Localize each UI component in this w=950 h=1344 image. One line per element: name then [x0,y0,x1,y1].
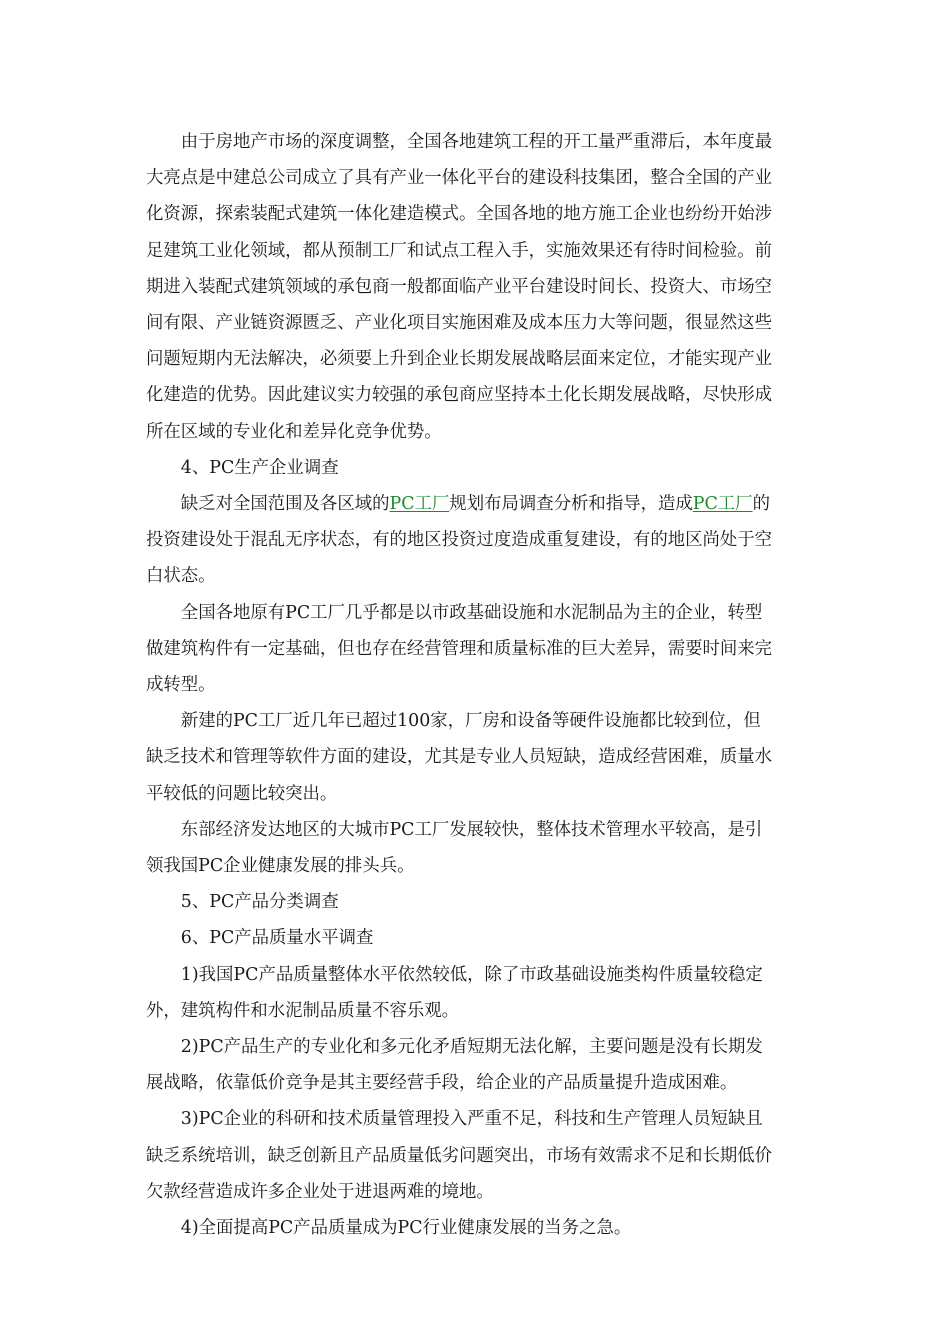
text-line: 全国各地原有PC工厂几乎都是以市政基础设施和水泥制品为主的企业，转型 [180,602,763,623]
text-line: 外，建筑构件和水泥制品质量不容乐观。 [146,1000,460,1021]
text-line: 大亮点是中建总公司成立了具有产业一体化平台的建设科技集团，整合全国的产业 [146,168,773,189]
text-line: 2)PC产品生产的专业化和多元化矛盾短期无法化解，主要问题是没有长期发 [180,1037,763,1058]
text-line: 展战略，依靠低价竞争是其主要经营手段，给企业的产品质量提升造成困难。 [146,1073,738,1094]
section-heading-6: 6、PC产品质量水平调查 [180,928,374,949]
paragraph-quality-4 [146,1210,810,1246]
text-line: 由于房地产市场的深度调整，全国各地建筑工程的开工量严重滞后，本年度最 [180,132,773,152]
text-line: 领我国PC企业健康发展的排头兵。 [146,856,415,877]
text-line: 新建的PC工厂近几年已超过100家，厂房和设备等硬件设施都比较到位，但 [180,711,761,732]
text-fragment: 的 [752,494,770,515]
text-line: 白状态。 [146,566,216,587]
paragraph-eastern-region [146,812,810,884]
section-heading-5: 5、PC产品分类调查 [180,892,339,913]
paragraph-quality-2 [146,1029,810,1101]
pc-factory-link-1[interactable]: PC工厂 [389,494,450,515]
text-line: 3)PC企业的科研和技术质量管理投入严重不足，科技和生产管理人员短缺且 [180,1109,763,1130]
text-line: 欠款经营造成许多企业处于进退两难的境地。 [146,1181,494,1202]
text-line: 投资建设处于混乱无序状态，有的地区投资过度造成重复建设，有的地区尚处于空 [146,530,773,551]
text-line: 化资源，探索装配式建筑一体化建造模式。全国各地的地方施工企业也纷纷开始涉 [146,204,773,225]
text-line: 东部经济发达地区的大城市PC工厂发展较快，整体技术管理水平较高，是引 [180,819,763,840]
text-line: 缺乏技术和管理等软件方面的建设，尤其是专业人员短缺，造成经营困难，质量水 [146,747,773,768]
text-line: 4)全面提高PC产品质量成为PC行业健康发展的当务之急。 [180,1218,632,1239]
text-line: 缺乏系统培训，缺乏创新且产品质量低劣问题突出，市场有效需求不足和长期低价 [146,1145,773,1166]
text-line: 间有限、产业链资源匮乏、产业化项目实施困难及成本压力大等问题，很显然这些 [146,313,773,334]
text-fragment: 规划布局调查分析和指导，造成 [449,494,693,515]
text-line: 问题短期内无法解决，必须要上升到企业长期发展战略层面来定位，才能实现产业 [146,349,773,370]
text-line: 平较低的问题比较突出。 [146,783,338,804]
paragraph-real-estate [146,124,810,450]
section-heading-4: 4、PC生产企业调查 [180,457,339,478]
text-line: 做建筑构件有一定基础，但也存在经营管理和质量标准的巨大差异，需要时间来完 [146,638,773,659]
paragraph-existing-factories [146,595,810,704]
paragraph-quality-1 [146,957,810,1029]
text-line: 期进入装配式建筑领域的承包商一般都面临产业平台建设时间长、投资大、市场空 [146,276,773,297]
paragraph-new-factories [146,703,810,812]
paragraph-quality-3 [146,1101,810,1210]
document-body [146,124,810,1246]
paragraph-pc-factory-layout [146,486,810,595]
text-line: 成转型。 [146,675,216,696]
text-line: 1)我国PC产品质量整体水平依然较低，除了市政基础设施类构件质量较稳定 [180,964,763,985]
text-line: 所在区域的专业化和差异化竞争优势。 [146,421,442,442]
text-line: 化建造的优势。因此建议实力较强的承包商应坚持本土化长期发展战略，尽快形成 [146,385,773,406]
text-fragment: 缺乏对全国范围及各区域的 [180,494,390,515]
text-line: 足建筑工业化领域，都从预制工厂和试点工程入手，实施效果还有待时间检验。前 [146,240,773,261]
pc-factory-link-2[interactable]: PC工厂 [692,494,753,515]
text-line [146,486,810,522]
